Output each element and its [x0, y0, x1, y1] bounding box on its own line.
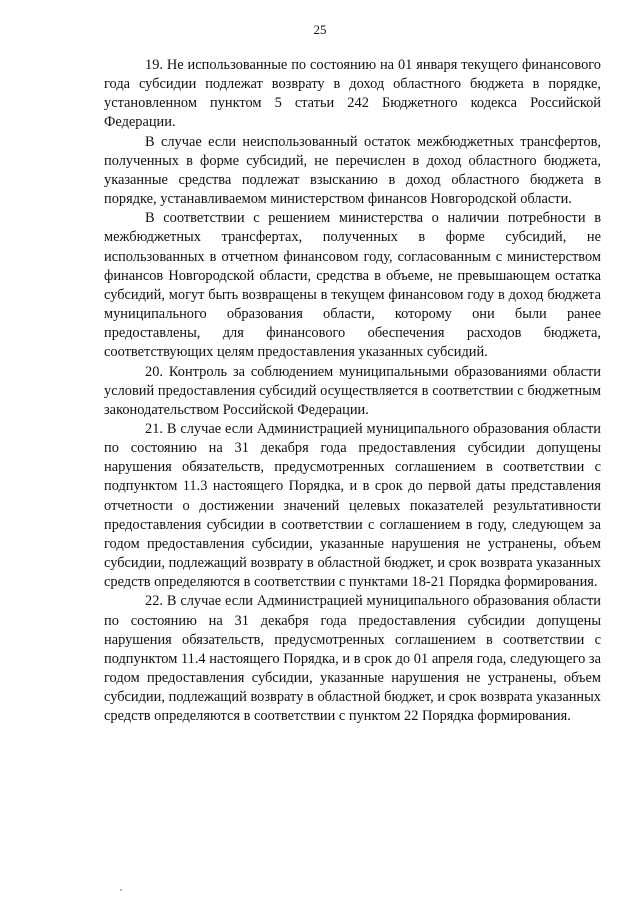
paragraph-19: 19. Не использованные по состоянию на 01 января текущего финансового года субсидии подлежат возврату в доход областного бюджета в порядке, установленном пунктом 5 статьи 242 Бюджетного кодекса Российской Федерации.	[104, 57, 601, 131]
paragraph-21: 21. В случае если Администрацией муниципального образования области по состоянию на 31 декабря года предоставления субсидии допущены нарушения обязательств, предусмотренных соглашением в соответствии с подпунктом 11.3 настоящего Порядка, и в срок до первой даты представления отчетности о достижении значений целевых показателей результативности предоставления субсидии в соответствии с соглашением в году, следующем за годом предоставления субсидии, указанные нарушения не устранены, объем субсидии, подлежащий возврату в областной бюджет, и срок возврата указанных средств определяются в соответствии с пунктами 18-21 Порядка формирования.	[104, 420, 601, 591]
paragraph-unused-balance: В случае если неиспользованный остаток межбюджетных трансфертов, полученных в форме субсидий, не перечислен в доход областного бюджета, указанные средства подлежат взысканию в доход областного бюджета в порядке, устанавливаемом министерством финансов Новгородской области.	[104, 133, 601, 208]
paragraph-return-decision: В соответствии с решением министерства о наличии потребности в межбюджетных трансфертах, полученных в форме субсидий, не использованных в отчетном финансовом году, согласованным с министерством финансов Новгородской области, средства в объеме, не превышающем остатка субсидий, могут быть возвращены в текущем финансовом году в доход бюджета муниципального образования области, которому они были ранее предоставлены, для финансового обеспечения расходов бюджета, соответствующих целям предоставления указанных субсидий.	[104, 210, 601, 361]
paragraph-20: 20. Контроль за соблюдением муниципальными образованиями области условий предоставления субсидий осуществляется в соответствии с бюджетным законодательством Российской Федерации.	[104, 363, 601, 418]
paragraph-22: 22. В случае если Администрацией муниципального образования области по состоянию на 31 декабря года предоставления субсидии допущены нарушения обязательств, предусмотренных соглашением в соответствии с подпунктом 11.4 настоящего Порядка, и в срок до 01 апреля года, следующего за годом предоставления субсидии, указанные нарушения не устранены, объем субсидии, подлежащий возврату в областной бюджет, и срок возврата указанных средств определяются в соответствии с пунктом 22 Порядка формирования.	[104, 593, 601, 725]
scan-artifact-dot	[120, 889, 122, 891]
document-body	[104, 56, 601, 726]
page-number: 25	[313, 22, 327, 37]
